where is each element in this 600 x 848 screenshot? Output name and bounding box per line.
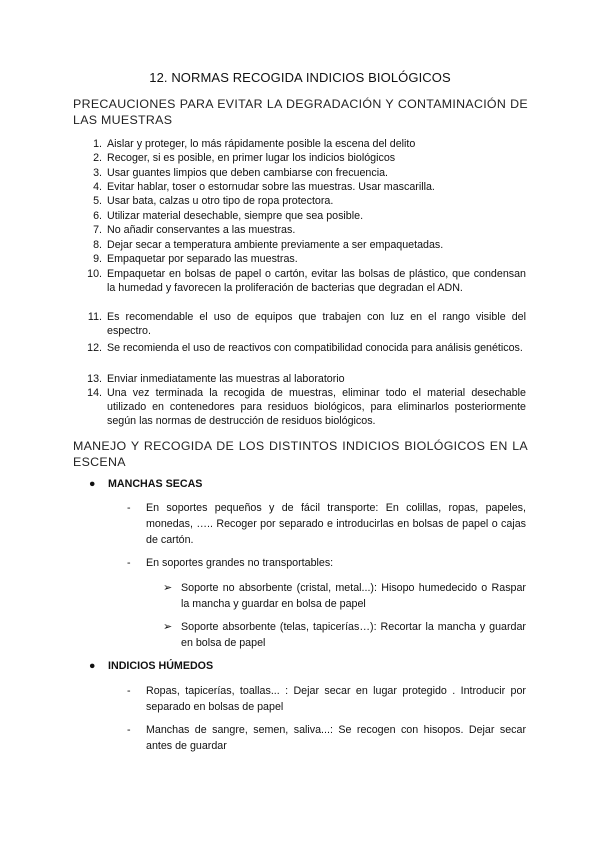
list-item-number: 5. [93,195,102,207]
arrow-bullet-icon: ➢ [163,621,173,633]
bullet-label-text: MANCHAS SECAS [108,478,203,490]
dash-icon: - [127,685,131,697]
list-item-number: 3. [93,167,102,179]
list-item-text: Dejar secar a temperatura ambiente previamente a ser empaquetadas. [107,239,444,251]
list-item-number: 12. [87,342,102,354]
arrow-bullet-icon: ➢ [163,582,173,594]
dash-icon: - [127,724,131,736]
dash-item-text: Manchas de sangre, semen, saliva...: Se recogen con hisopos. Dejar secar antes de guardar [146,724,526,752]
arrow-item-text: Soporte absorbente (telas, tapicerías…): Recortar la mancha y guardar en bolsa de papel [181,621,526,649]
list-item-text: Empaquetar por separado las muestras. [107,253,298,265]
list-item-text: Se recomienda el uso de reactivos con compatibilidad conocida para análisis genéticos. [107,342,523,354]
list-item-text: Usar bata, calzas u otro tipo de ropa protectora. [107,195,334,207]
list-item-number: 8. [93,239,102,251]
document-title: 12. NORMAS RECOGIDA INDICIOS BIOLÓGICOS [149,70,451,85]
list-item-text: Empaquetar en bolsas de papel o cartón, evitar las bolsas de plástico, que condensan la humedad y favorecen la proliferación de bacterias que degradan el ADN. [107,268,526,294]
list-item-number: 11. [87,311,102,323]
list-item-number: 4. [93,181,102,193]
list-item-text: Una vez terminada la recogida de muestras, eliminar todo el material desechable utilizado en contenedores para residuos biológicos, para eliminarlos posteriormente según las normas de destrucción de residuos biológicos. [107,387,526,427]
section-heading-handling: MANEJO Y RECOGIDA DE LOS DISTINTOS INDICIOS BIOLÓGICOS EN LA ESCENA [73,439,528,469]
bullet-manchas-secas [89,477,202,491]
arrow-item-text: Soporte no absorbente (cristal, metal...): Hisopo humedecido o Raspar la mancha y guardar en bolsa de papel [181,582,526,610]
bullet-icon: ● [89,660,96,672]
list-item-number: 14. [87,387,102,399]
list-item-text: Usar guantes limpios que deben cambiarse con frecuencia. [107,167,389,179]
list-item-number: 10. [87,268,102,280]
dash-item-text: Ropas, tapicerías, toallas... : Dejar secar en lugar protegido . Introducir por separado en bolsas de papel [146,685,526,713]
list-item-number: 9. [93,253,102,265]
list-item-text: Es recomendable el uso de equipos que trabajen con luz en el rango visible del espectro. [107,311,526,337]
list-item-text: Enviar inmediatamente las muestras al laboratorio [107,373,345,385]
section-heading-precautions: PRECAUCIONES PARA EVITAR LA DEGRADACIÓN Y CONTAMINACIÓN DE LAS MUESTRAS [73,97,528,127]
list-item-number: 2. [93,152,102,164]
dash-icon: - [127,557,131,569]
list-item-number: 6. [93,210,102,222]
list-item-text: No añadir conservantes a las muestras. [107,224,296,236]
list-item-number: 13. [87,373,102,385]
list-item-number: 1. [93,138,102,150]
bullet-indicios-humedos [89,659,213,673]
list-item-text: Aislar y proteger, lo más rápidamente posible la escena del delito [107,138,416,150]
dash-item-text: En soportes pequeños y de fácil transporte: En colillas, ropas, papeles, monedas, ….. Recoger por separado e introducirlas en bolsas de papel o cajas de cartón. [146,502,526,546]
dash-icon: - [127,502,131,514]
bullet-icon: ● [89,478,96,490]
list-item-number: 7. [93,224,102,236]
list-item-text: Evitar hablar, toser o estornudar sobre las muestras. Usar mascarilla. [107,181,435,193]
bullet-label-text: INDICIOS HÚMEDOS [108,660,214,672]
list-item-text: Recoger, si es posible, en primer lugar los indicios biológicos [107,152,396,164]
list-item-text: Utilizar material desechable, siempre que sea posible. [107,210,364,222]
dash-item-text: En soportes grandes no transportables: [146,557,334,569]
